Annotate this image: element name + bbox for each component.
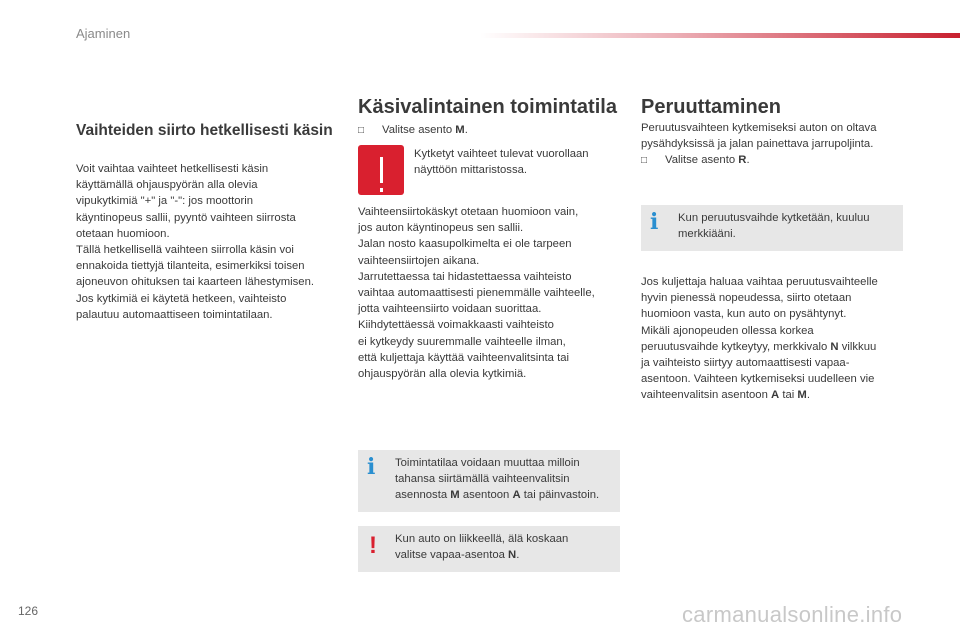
- info-icon: i: [367, 454, 376, 480]
- text-line: otetaan huomioon.: [76, 227, 170, 240]
- text-line: Jalan nosto kaasupolkimelta ei ole tarpeen: [358, 238, 572, 251]
- text-line: ajoneuvon ohituksen tai kaarteen lähestymisen.: [76, 276, 315, 289]
- gear-key: M: [455, 124, 465, 136]
- text-line: Vaihteensiirtokäskyt otetaan huomioon vain,: [358, 206, 579, 218]
- text-line: Mikäli ajonopeuden ollessa korkea: [641, 324, 814, 337]
- text-line: käyttämällä ohjauspyörän alla olevia: [76, 179, 258, 192]
- step-text: Valitse asento: [382, 124, 453, 136]
- text-line: peruutusvaihde kytkeytyy, merkkivalo N vilkkuu: [641, 340, 877, 353]
- text-line: ei kytkeydy suuremmalle vaihteelle ilman,: [358, 335, 566, 348]
- text-line: ja vaihteisto siirtyy automaattisesti vapaa-: [641, 357, 850, 370]
- text-line: Kytketyt vaihteet tulevat vuorollaan: [414, 148, 589, 160]
- text-line: ennakoida tiettyjä tilanteita, esimerkiksi toisen: [76, 260, 305, 273]
- info-text: [678, 210, 900, 242]
- text-line: Kun auto on liikkeellä, älä koskaan: [395, 533, 569, 545]
- text-line: Kun peruutusvaihde kytketään, kuuluu: [678, 212, 870, 224]
- info-text: [395, 455, 617, 504]
- info-box-mode-change: [358, 450, 620, 512]
- text-line: jos auton käyntinopeus sen sallii.: [358, 222, 524, 235]
- warning-text: [395, 531, 617, 563]
- text-line: Jos kuljettaja haluaa vaihtaa peruutusvaihteelle: [641, 276, 878, 288]
- warning-box-neutral: [358, 526, 620, 572]
- heading-reversing: Peruuttaminen: [641, 96, 782, 118]
- warning-exclamation-icon: [358, 145, 404, 195]
- reversing-text: [641, 274, 916, 404]
- heading-manual-shift: Vaihteiden siirto hetkellisesti käsin: [76, 122, 333, 139]
- heading-manual-mode: Käsivalintainen toimintatila: [358, 96, 617, 118]
- text-line: Toimintatilaa voidaan muuttaa milloin: [395, 457, 580, 469]
- text-line: Jarrutettaessa tai hidastettaessa vaihteisto: [358, 270, 572, 283]
- text-line: huomioon vasta, kun auto on pysähtynyt.: [641, 308, 847, 321]
- manual-shift-text: [76, 161, 346, 323]
- step-select-r: □ Valitse asento R.: [641, 152, 911, 169]
- text-line: Voit vaihtaa vaihteet hetkellisesti käsin: [76, 163, 269, 175]
- text-line: vaihteenvalitsin asentoon A tai M.: [641, 389, 810, 402]
- watermark: carmanualsonline.info: [682, 602, 903, 627]
- text-line: pysähdyksissä ja jalan painettava jarrupoljinta.: [641, 138, 874, 151]
- checkbox-bullet-icon: □: [358, 125, 365, 136]
- text-line: näyttöön mittaristossa.: [414, 164, 528, 177]
- text-line: Tällä hetkellisellä vaihteen siirrolla käsin voi: [76, 244, 294, 257]
- text-line: asennosta M asentoon A tai päinvastoin.: [395, 489, 600, 502]
- text-line: Kiihdytettäessä voimakkaasti vaihteisto: [358, 319, 554, 332]
- text-line: vipukytkimiä "+" ja "-": jos moottorin: [76, 195, 254, 208]
- text-line: Jos kytkimiä ei käytetä hetkeen, vaihteisto: [76, 292, 287, 305]
- text-line: valitse vapaa-asentoa N.: [395, 549, 520, 562]
- text-line: että kuljettaja käyttää vaihteenvalitsinta tai: [358, 351, 570, 364]
- info-box-reverse-beep: [641, 205, 903, 251]
- manual-mode-text: [358, 204, 620, 382]
- section-title: Ajaminen: [76, 26, 131, 41]
- text-line: käyntinopeus sallii, pyyntö vaihteen siirrosta: [76, 211, 296, 224]
- text-line: ohjauspyörän alla olevia kytkimiä.: [358, 368, 527, 381]
- text-line: merkkiääni.: [678, 228, 736, 241]
- text-line: Peruutusvaihteen kytkemiseksi auton on oltava: [641, 122, 877, 134]
- text-line: tahansa siirtämällä vaihteenvalitsin: [395, 473, 570, 486]
- warning-exclamation-icon: !: [369, 532, 377, 559]
- reversing-intro: [641, 120, 911, 170]
- text-line: jotta vaihteensiirto voidaan suorittaa.: [358, 303, 542, 316]
- gear-display-note: [414, 146, 614, 178]
- text-line: vaihteensiirtojen aikana.: [358, 254, 480, 267]
- text-line: hyvin pienessä nopeudessa, siirto otetaan: [641, 292, 852, 305]
- header-accent-bar: [480, 33, 960, 38]
- text-line: palautuu automaattiseen toimintatilaan.: [76, 308, 273, 321]
- page-number: 126: [18, 604, 39, 618]
- info-icon: i: [650, 209, 659, 235]
- text-line: vaihtaa automaattisesti pienemmälle vaihteelle,: [358, 287, 595, 300]
- step-select-m: □ Valitse asento M.: [358, 122, 468, 139]
- checkbox-bullet-icon: □: [641, 155, 648, 167]
- text-line: asentoon. Vaihteen kytkemiseksi uudelleen vie: [641, 373, 875, 386]
